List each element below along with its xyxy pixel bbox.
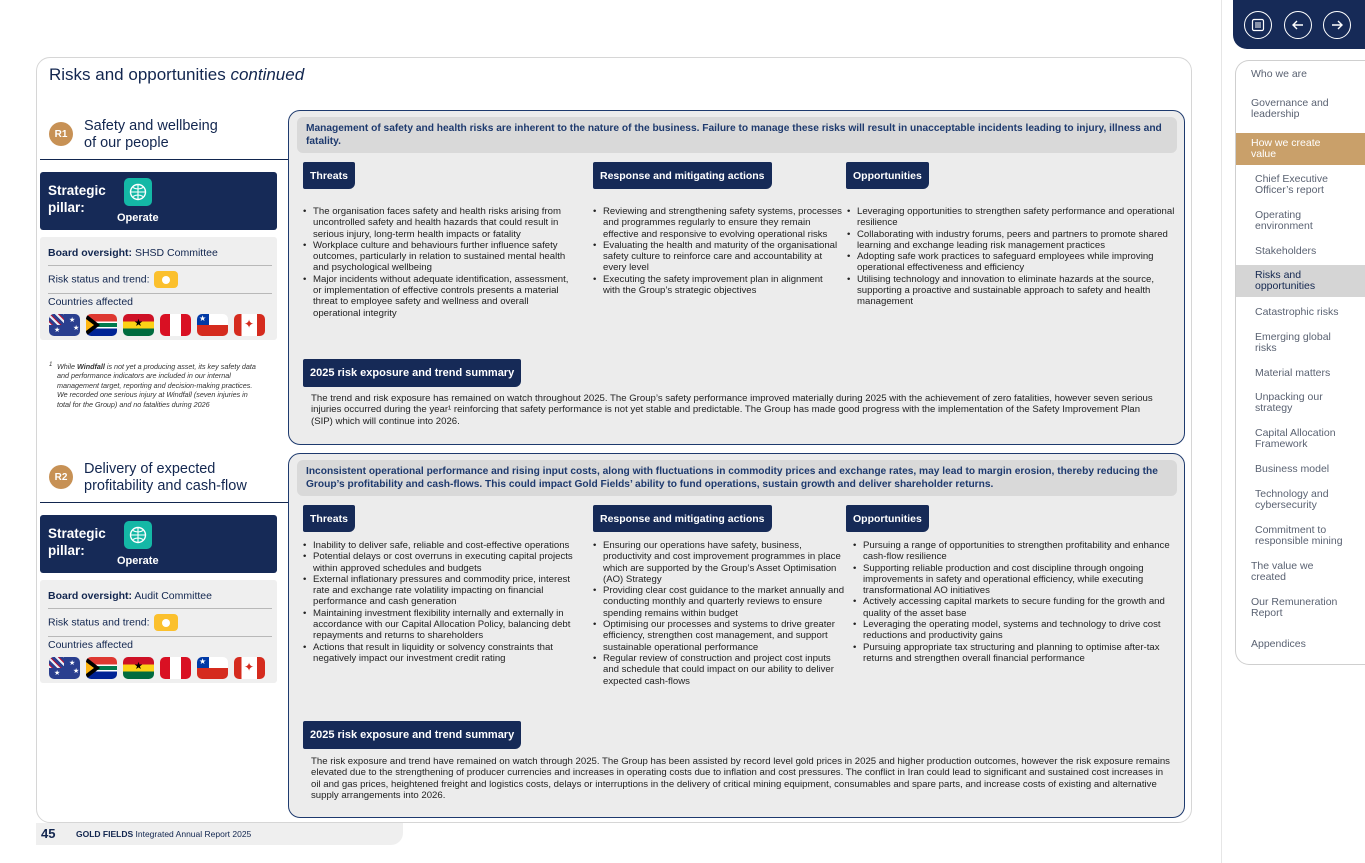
- flag-australia-icon: ★ ★ ★: [49, 314, 80, 336]
- risk-panel-r2: [288, 453, 1185, 818]
- sidebar-item-risks-and-opportunities[interactable]: Risks and opportunities: [1236, 265, 1365, 297]
- flag-ghana-icon: [123, 657, 154, 679]
- flag-canada-icon: [234, 314, 265, 336]
- country-flags: [49, 657, 265, 679]
- risk-header-r1: [49, 118, 218, 152]
- board-oversight: Board oversight: SHSD Committee: [48, 247, 218, 259]
- list-item: • Regular review of construction and project cost inputs and schedule that could impact on our ability to deliver expected cash-flows: [592, 653, 847, 687]
- flag-chile-icon: [197, 657, 228, 679]
- list-item: • Pursuing appropriate tax structuring and planning to optimise after-tax returns and strengthen overall financial performance: [852, 642, 1176, 665]
- divider: [48, 265, 272, 266]
- status-watch-icon: [154, 271, 178, 288]
- summary-text: The risk exposure and trend have remained on watch through 2025. The Group has been assisted by record level gold prices in 2025 and higher production outcomes, however the risk exposure remains elevated due to the strengthening of producer currencies and increases in operating costs due to inflation and cost pressures. The conflict in Iran could lead to significant and sustained cost increases in oil and gas prices, heightened freight and logistics costs, delays or interruptions in the delivery of critical mining equipment, consumables and spare parts, and increase costs of existing and alternative supply arrangements into 2026.: [311, 756, 1170, 801]
- summary-text: The trend and risk exposure has remained on watch throughout 2025. The Group’s safety performance improved materially during 2025 with the achievement of zero fatalities, however seven serious injuries occurred during the year¹ reinforcing that safety performance is not yet stable and predictable. The Group has made good progress with the implementation of the Safety Improvement Plan (SIP) which will continue into 2026.: [311, 393, 1153, 427]
- flag-peru-icon: [160, 314, 191, 336]
- divider: [48, 608, 272, 609]
- strategic-pillar-r1: [40, 172, 277, 230]
- board-oversight: Board oversight: Audit Committee: [48, 590, 212, 602]
- flag-south-africa-icon: [86, 314, 117, 336]
- opportunities-tag: Opportunities: [846, 162, 929, 189]
- list-item: • Inability to deliver safe, reliable and cost-effective operations: [302, 540, 574, 551]
- list-item: • Providing clear cost guidance to the market annually and conducting monthly and quarterly reviews to ensure spending remains within budget: [592, 585, 847, 619]
- list-item: • Executing the safety improvement plan in alignment with the Group’s strategic objectives: [592, 274, 842, 297]
- divider: [40, 159, 288, 160]
- sidebar-item-responsible-mining[interactable]: Commitment to responsible mining: [1255, 524, 1343, 547]
- sidebar-item-business-model[interactable]: Business model: [1255, 463, 1330, 475]
- risk-description: Management of safety and health risks are inherent to the nature of the business. Failure to manage these risks will result in unacceptable incidents leading to injury, illness and fatality.: [297, 117, 1177, 153]
- list-item: • External inflationary pressures and commodity price, interest rate and exchange rate volatility impacting on financial performance and cash generation: [302, 574, 574, 608]
- response-tag: Response and mitigating actions: [593, 505, 772, 532]
- risk-name: Safety and wellbeing of our people: [84, 118, 218, 151]
- divider: [48, 293, 272, 294]
- flag-canada-icon: [234, 657, 265, 679]
- opportunities-list: [846, 206, 1176, 308]
- page-number: 45: [41, 826, 56, 841]
- status-watch-icon: [154, 614, 178, 631]
- threats-tag: Threats: [303, 505, 355, 532]
- threats-list: [302, 540, 574, 664]
- footnote: 1 While Windfall is not yet a producing asset, its key safety data and performance indicators are included in our internal management target, reporting and decision-making practices. We recorded one serious injury at Windfall (seven injuries in total for the Group) and no fatalities during 2026: [49, 362, 256, 409]
- list-item: • Actions that result in liquidity or solvency constraints that negatively impact our investment credit rating: [302, 642, 574, 665]
- pillar-value: Operate: [117, 555, 159, 567]
- list-item: • Ensuring our operations have safety, business, productivity and cost improvement programmes in place which are supported by the Group’s Asset Optimisation (AO) Strategy: [592, 540, 847, 585]
- list-item: • Leveraging the operating model, systems and technology to drive cost reductions and productivity gains: [852, 619, 1176, 642]
- risk-panel-r1: [288, 110, 1185, 445]
- countries-label: Countries affected: [48, 296, 134, 308]
- sidebar-item-emerging-global-risks[interactable]: Emerging global risks: [1255, 331, 1331, 354]
- page-title: Risks and opportunities continued: [49, 65, 305, 84]
- sidebar-item-unpacking-strategy[interactable]: Unpacking our strategy: [1255, 391, 1323, 414]
- list-item: • Reviewing and strengthening safety systems, processes and programmes regularly to ensure they remain effective and responsive to evolving operational risks: [592, 206, 842, 240]
- flag-australia-icon: ★ ★ ★: [49, 657, 80, 679]
- list-item: • Actively accessing capital markets to secure funding for the growth and quality of the asset base: [852, 596, 1176, 619]
- risk-meta-r1: [40, 237, 277, 340]
- arrow-right-icon[interactable]: [1323, 11, 1351, 39]
- sidebar-item-operating-environment[interactable]: Operating environment: [1255, 209, 1313, 232]
- sidebar-item-catastrophic-risks[interactable]: Catastrophic risks: [1255, 306, 1339, 318]
- sidebar-item-appendices[interactable]: Appendices: [1251, 638, 1306, 650]
- summary-tag: 2025 risk exposure and trend summary: [303, 721, 521, 749]
- contents-icon[interactable]: [1244, 11, 1272, 39]
- nav-bar: [1233, 0, 1365, 49]
- flag-peru-icon: [160, 657, 191, 679]
- sidebar-item-material-matters[interactable]: Material matters: [1255, 367, 1331, 379]
- sidebar-item-stakeholders[interactable]: Stakeholders: [1255, 245, 1317, 257]
- sidebar-item-how-we-create-value[interactable]: How we create value: [1236, 133, 1365, 165]
- list-item: • Workplace culture and behaviours further influence safety outcomes, particularly in relation to sustained mental health and psychological wellbeing: [302, 240, 574, 274]
- strategic-pillar-r2: [40, 515, 277, 573]
- risk-header-r2: [49, 461, 247, 495]
- response-list: [592, 206, 842, 296]
- risk-name: Delivery of expected profitability and cash-flow: [84, 461, 247, 494]
- pillar-label: Strategic pillar:: [48, 526, 106, 558]
- list-item: • Potential delays or cost overruns in executing capital projects within approved schedules and budgets: [302, 551, 574, 574]
- list-item: • Optimising our processes and systems to drive greater efficiency, strengthen cost management, and support sustainable operational performance: [592, 619, 847, 653]
- risk-status: Risk status and trend:: [48, 614, 272, 631]
- divider: [1221, 0, 1222, 863]
- response-tag: Response and mitigating actions: [593, 162, 772, 189]
- list-item: • Adopting safe work practices to safeguard employees while improving operational effectiveness and efficiency: [846, 251, 1176, 274]
- opportunities-tag: Opportunities: [846, 505, 929, 532]
- risk-badge: R2: [49, 465, 73, 489]
- list-item: • Collaborating with industry forums, peers and partners to promote shared learning and exchange leading risk management practices: [846, 229, 1176, 252]
- sidebar-item-capital-allocation[interactable]: Capital Allocation Framework: [1255, 427, 1336, 450]
- divider: [40, 502, 288, 503]
- flag-south-africa-icon: [86, 657, 117, 679]
- flag-chile-icon: [197, 314, 228, 336]
- list-item: • The organisation faces safety and health risks arising from uncontrolled safety and health hazards that could result in serious injury, long-term health impacts or fatality: [302, 206, 574, 240]
- list-item: • Supporting reliable production and cost discipline through ongoing improvements in safety and operational efficiency, while executing transformational AO initiatives: [852, 563, 1176, 597]
- list-item: • Pursuing a range of opportunities to strengthen profitability and enhance cash-flow resilience: [852, 540, 1176, 563]
- pillar-label: Strategic pillar:: [48, 183, 106, 215]
- sidebar-item-remuneration-report[interactable]: Our Remuneration Report: [1251, 596, 1338, 619]
- helmet-icon: [124, 521, 152, 549]
- flag-ghana-icon: [123, 314, 154, 336]
- sidebar-item-governance[interactable]: Governance and leadership: [1251, 97, 1329, 120]
- sidebar-item-ceo-report[interactable]: Chief Executive Officer’s report: [1255, 173, 1328, 196]
- helmet-icon: [124, 178, 152, 206]
- country-flags: [49, 314, 265, 336]
- threats-tag: Threats: [303, 162, 355, 189]
- sidebar-item-value-we-created[interactable]: The value we created: [1251, 560, 1314, 583]
- countries-label: Countries affected: [48, 639, 134, 651]
- list-item: • Major incidents without adequate identification, assessment, or implementation of effective controls presents a material threat to employee safety and wellness and overall operational integrity: [302, 274, 574, 319]
- divider: [48, 636, 272, 637]
- pillar-value: Operate: [117, 212, 159, 224]
- footer-report-title: GOLD FIELDS Integrated Annual Report 2025: [76, 829, 252, 839]
- risk-description: Inconsistent operational performance and rising input costs, along with fluctuations in commodity prices and exchange rates, may lead to margin erosion, thereby reducing the Group’s profitability and cash-flows. This could impact Gold Fields’ ability to fund operations, sustain growth and deliver shareholder returns.: [297, 460, 1177, 496]
- threats-list: [302, 206, 574, 319]
- risk-meta-r2: [40, 580, 277, 683]
- response-list: [592, 540, 847, 687]
- sidebar-item-who-we-are[interactable]: Who we are: [1251, 68, 1308, 80]
- risk-badge: R1: [49, 122, 73, 146]
- list-item: • Evaluating the health and maturity of the organisational safety culture to reinforce care and accountability at every level: [592, 240, 842, 274]
- arrow-left-icon[interactable]: [1284, 11, 1312, 39]
- list-item: • Utilising technology and innovation to eliminate hazards at the source, supporting a proactive and sustainable approach to safety and health management: [846, 274, 1176, 308]
- sidebar-item-technology[interactable]: Technology and cybersecurity: [1255, 488, 1329, 511]
- list-item: • Leveraging opportunities to strengthen safety performance and operational resilience: [846, 206, 1176, 229]
- risk-status: Risk status and trend:: [48, 271, 272, 288]
- opportunities-list: [852, 540, 1176, 664]
- summary-tag: 2025 risk exposure and trend summary: [303, 359, 521, 387]
- list-item: • Maintaining investment flexibility internally and externally in accordance with our Capital Allocation Policy, balancing debt repayments and returns to shareholders: [302, 608, 574, 642]
